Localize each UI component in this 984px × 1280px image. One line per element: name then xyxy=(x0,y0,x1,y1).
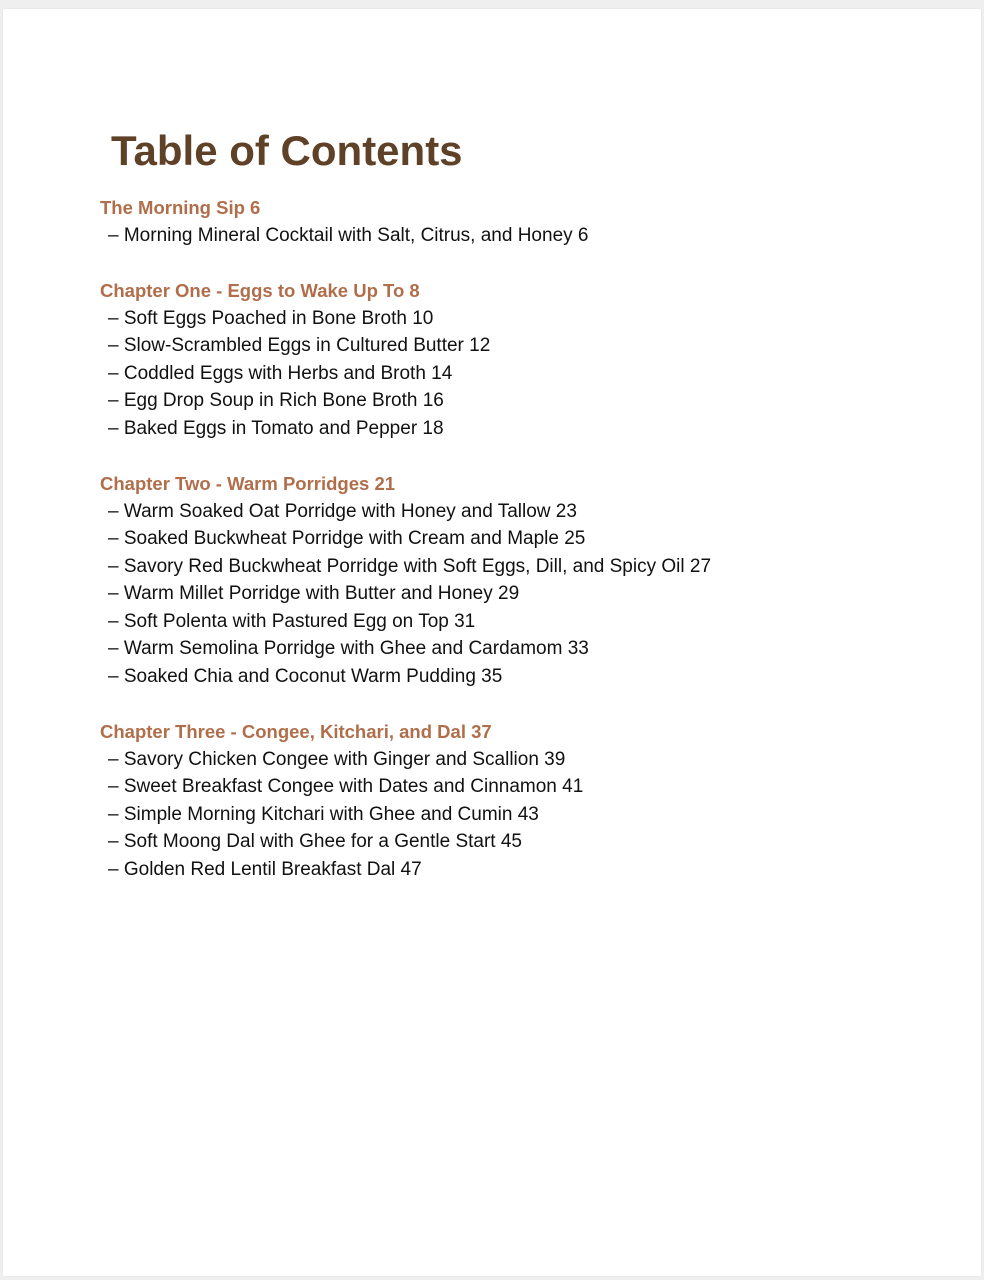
toc-entry[interactable]: – Soft Moong Dal with Ghee for a Gentle Start 45 xyxy=(108,831,523,852)
chapter-heading[interactable]: Chapter One - Eggs to Wake Up To 8 xyxy=(100,280,420,301)
page-title: Table of Contents xyxy=(111,127,463,174)
toc-entry[interactable]: – Savory Red Buckwheat Porridge with Soft Eggs, Dill, and Spicy Oil 27 xyxy=(108,555,712,577)
chapter-item-list xyxy=(100,746,960,884)
toc-section-morning-sip xyxy=(100,194,960,249)
toc-entry[interactable]: – Baked Eggs in Tomato and Pepper 18 xyxy=(108,417,444,439)
toc-entry[interactable]: – Soft Eggs Poached in Bone Broth 10 xyxy=(108,307,434,329)
toc-entry[interactable]: – Simple Morning Kitchari with Ghee and Cumin 43 xyxy=(108,803,539,825)
toc-entry[interactable]: – Slow-Scrambled Eggs in Cultured Butter 12 xyxy=(108,335,491,356)
chapter-item-list xyxy=(100,222,960,250)
chapter-item-list xyxy=(100,305,960,443)
toc-entry[interactable]: – Sweet Breakfast Congee with Dates and Cinnamon 41 xyxy=(108,776,584,797)
toc-section-chapter-three xyxy=(100,718,960,883)
toc-entry[interactable]: – Morning Mineral Cocktail with Salt, Citrus, and Honey 6 xyxy=(108,224,589,246)
toc-entry[interactable]: – Savory Chicken Congee with Ginger and Scallion 39 xyxy=(108,748,566,770)
toc-entry[interactable]: – Warm Semolina Porridge with Ghee and Cardamom 33 xyxy=(108,638,589,659)
toc-section-chapter-one xyxy=(100,277,960,442)
chapter-heading[interactable]: Chapter Three - Congee, Kitchari, and Dal 37 xyxy=(100,721,492,742)
toc-entry[interactable]: – Warm Millet Porridge with Butter and Honey 29 xyxy=(108,583,520,604)
toc-entry[interactable]: – Soaked Buckwheat Porridge with Cream and Maple 25 xyxy=(108,528,586,549)
chapter-item-list xyxy=(100,498,960,691)
toc-entry[interactable]: – Soaked Chia and Coconut Warm Pudding 35 xyxy=(108,665,503,687)
table-of-contents xyxy=(100,194,960,911)
toc-entry[interactable]: – Coddled Eggs with Herbs and Broth 14 xyxy=(108,362,453,384)
toc-entry[interactable]: – Soft Polenta with Pastured Egg on Top 31 xyxy=(108,610,476,632)
toc-entry[interactable]: – Warm Soaked Oat Porridge with Honey and Tallow 23 xyxy=(108,500,577,522)
document-page xyxy=(3,9,981,1276)
chapter-heading[interactable]: The Morning Sip 6 xyxy=(100,197,261,218)
toc-section-chapter-two xyxy=(100,470,960,690)
toc-entry[interactable]: – Egg Drop Soup in Rich Bone Broth 16 xyxy=(108,390,444,411)
chapter-heading[interactable]: Chapter Two - Warm Porridges 21 xyxy=(100,473,396,494)
toc-entry[interactable]: – Golden Red Lentil Breakfast Dal 47 xyxy=(108,858,422,880)
